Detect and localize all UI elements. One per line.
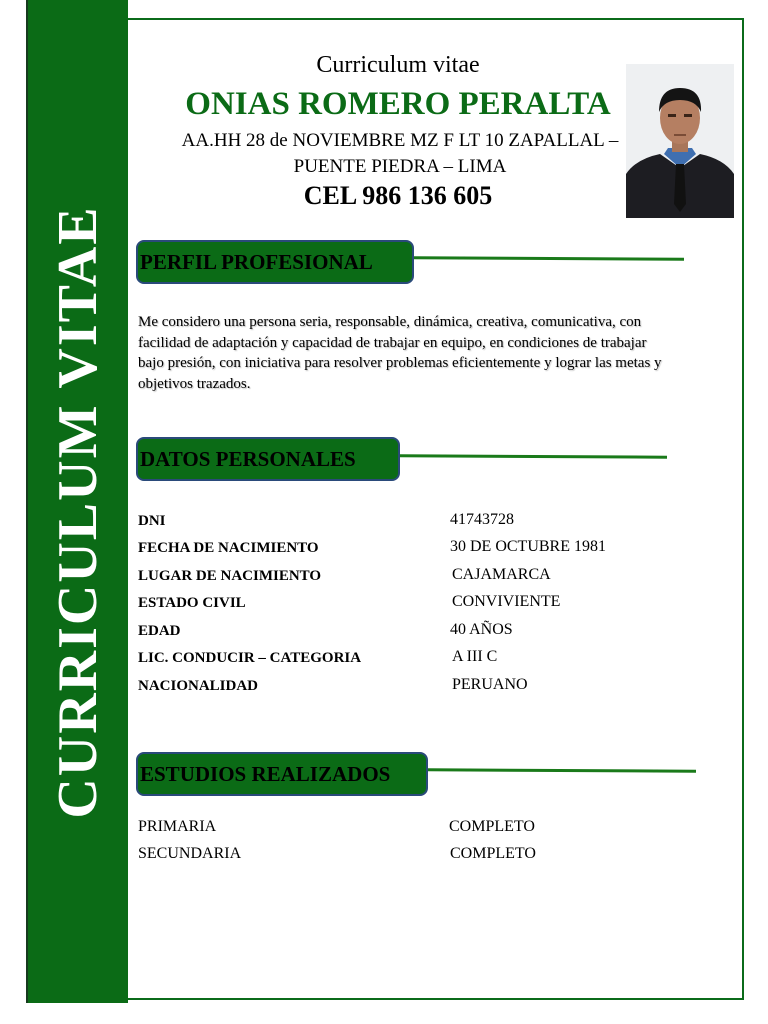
candidate-name: ONIAS ROMERO PERALTA	[185, 86, 611, 122]
study-level: PRIMARIA	[138, 818, 217, 835]
person-portrait-icon	[626, 64, 734, 218]
profile-photo	[626, 64, 734, 218]
data-value: 30 DE OCTUBRE 1981	[450, 538, 606, 555]
data-value: CONVIVIENTE	[452, 593, 561, 610]
data-row	[138, 540, 658, 562]
data-label: NACIONALIDAD	[138, 678, 259, 694]
data-label: LUGAR DE NACIMIENTO	[138, 568, 322, 584]
study-status: COMPLETO	[450, 845, 536, 862]
address-line-2: PUENTE PIEDRA – LIMA	[293, 156, 507, 177]
data-row	[138, 568, 658, 590]
study-level: SECUNDARIA	[138, 845, 242, 862]
profile-text: Me considero una persona seria, responsable, dinámica, creativa, comunicativa, con facilidad de adaptación y capacidad de trabajar en equipo, en condiciones de trabajar bajo presión, con iniciativa para resolver problemas eficientemente y lograr las metas y objetivos trazados.	[138, 314, 662, 392]
study-status: COMPLETO	[449, 818, 535, 835]
sidebar	[26, 0, 128, 1003]
data-value: 40 AÑOS	[450, 621, 513, 638]
data-row	[138, 595, 658, 617]
data-label: FECHA DE NACIMIENTO	[138, 540, 319, 556]
address-line-1: AA.HH 28 de NOVIEMBRE MZ F LT 10 ZAPALLAL –	[181, 130, 619, 151]
data-row	[138, 623, 658, 645]
data-row	[138, 513, 658, 535]
data-label: EDAD	[138, 623, 181, 639]
study-row	[138, 845, 658, 867]
data-row	[138, 678, 658, 700]
section-header-profile: PERFIL PROFESIONAL	[136, 240, 414, 284]
data-value: CAJAMARCA	[452, 566, 551, 583]
section-header-personal: DATOS PERSONALES	[136, 437, 400, 481]
phone-number: CEL 986 136 605	[303, 181, 493, 210]
address	[150, 128, 650, 180]
data-row	[138, 650, 658, 672]
data-label: ESTADO CIVIL	[138, 595, 246, 611]
document-title: Curriculum vitae	[316, 52, 480, 78]
study-row	[138, 818, 658, 840]
data-value: A III C	[452, 648, 498, 665]
data-label: DNI	[138, 513, 166, 529]
data-value: PERUANO	[452, 676, 528, 693]
section-header-studies: ESTUDIOS REALIZADOS	[136, 752, 428, 796]
sidebar-title: CURRICULUM VITAE	[47, 205, 109, 819]
data-value: 41743728	[450, 511, 514, 528]
data-label: LIC. CONDUCIR – CATEGORIA	[138, 650, 362, 666]
